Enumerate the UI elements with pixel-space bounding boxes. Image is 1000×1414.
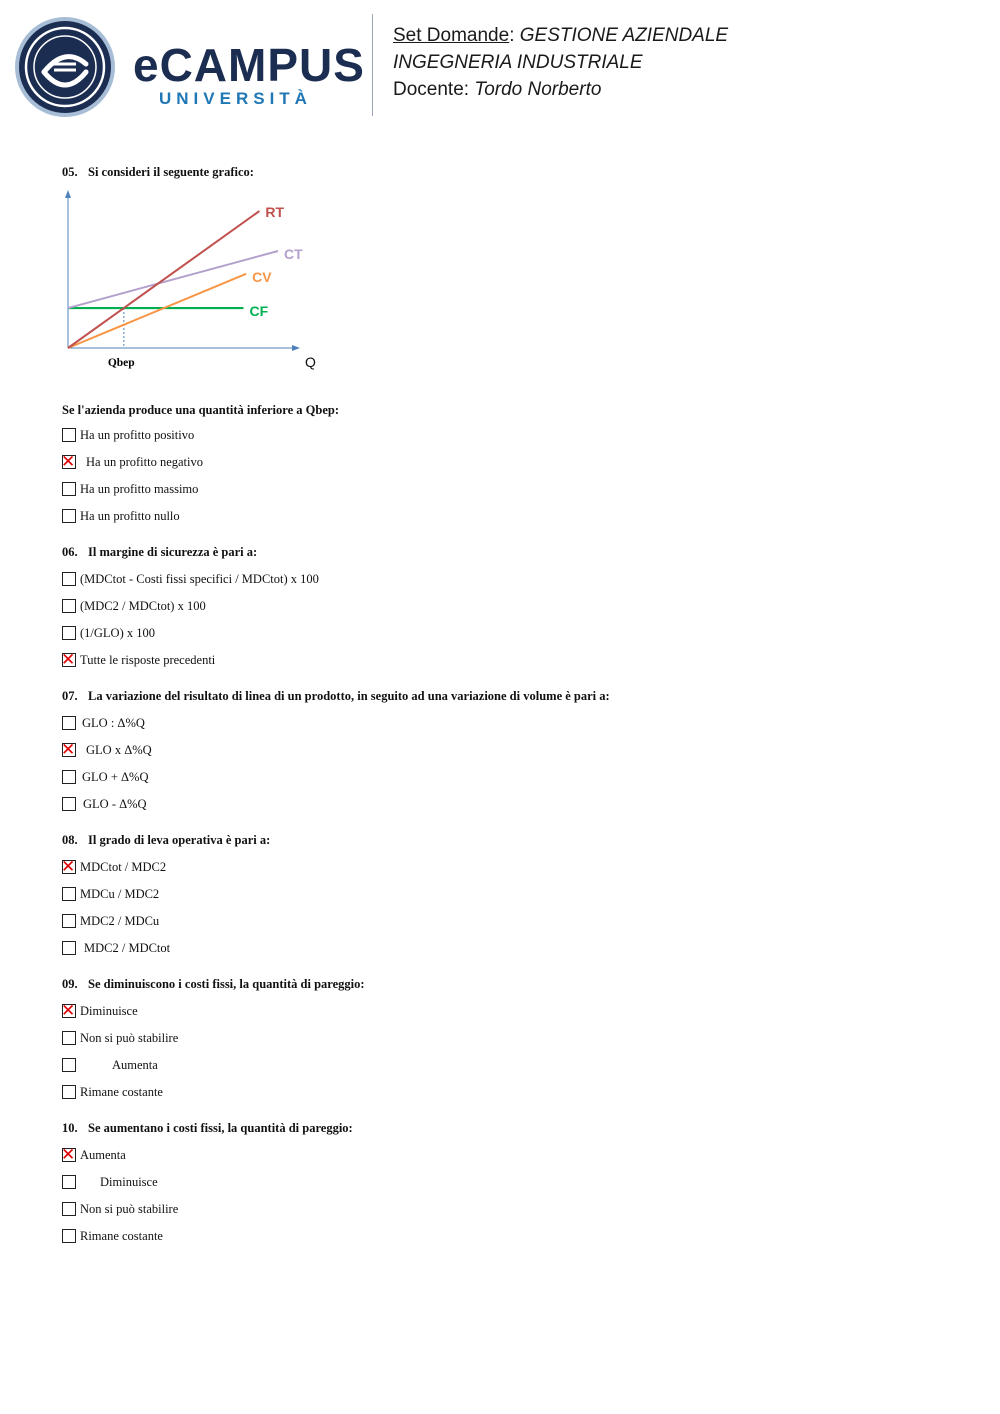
answer-option[interactable]: (MDC2 / MDCtot) x 100 — [62, 595, 962, 622]
answer-option[interactable]: Aumenta — [62, 1054, 962, 1081]
answer-option[interactable]: (MDCtot - Costi fissi specifici / MDCtot) x 100 — [62, 568, 962, 595]
answer-option-selected[interactable]: ✕ GLO x Δ%Q — [62, 739, 962, 766]
checkbox[interactable] — [62, 1004, 76, 1018]
university-seal-icon — [14, 16, 116, 118]
answer-option[interactable]: Ha un profitto positivo — [62, 424, 962, 451]
answer-option-selected[interactable]: ✕ Aumenta — [62, 1144, 962, 1171]
wordmark-sub: UNIVERSITÀ — [159, 89, 312, 108]
answer-option[interactable]: Ha un profitto nullo — [62, 505, 962, 532]
checkbox[interactable] — [62, 509, 76, 523]
answer-option[interactable]: (1/GLO) x 100 — [62, 622, 962, 649]
checkbox[interactable] — [62, 860, 76, 874]
series-line-ct — [68, 251, 278, 308]
checkbox[interactable] — [62, 887, 76, 901]
checkbox[interactable] — [62, 1058, 76, 1072]
checkbox[interactable] — [62, 599, 76, 613]
qbep-label: Qbep — [107, 357, 135, 369]
answer-option-selected[interactable]: ✕ Ha un profitto negativo — [62, 451, 962, 478]
document-header — [0, 0, 1000, 130]
teacher-label: Docente: — [393, 79, 470, 100]
answer-option[interactable]: GLO + Δ%Q — [62, 766, 962, 793]
checkbox[interactable] — [62, 1031, 76, 1045]
checkbox[interactable] — [62, 770, 76, 784]
question-10 — [62, 1120, 962, 1252]
breakeven-chart — [62, 190, 362, 380]
question-title: 10. Se aumentano i costi fissi, la quantità di pareggio: — [62, 1121, 353, 1135]
series-label-cf: CF — [249, 303, 269, 320]
x-axis-arrow — [292, 345, 300, 351]
question-list — [62, 164, 962, 1252]
question-06 — [62, 544, 962, 676]
checkbox[interactable] — [62, 914, 76, 928]
breakeven-chart-svg — [62, 190, 362, 380]
question-09 — [62, 976, 962, 1108]
teacher-name: Tordo Norberto — [474, 79, 602, 100]
answer-option[interactable]: Non si può stabilire — [62, 1198, 962, 1225]
header-line-1: Set Domande: GESTIONE AZIENDALE — [393, 25, 729, 46]
subject: GESTIONE AZIENDALE — [519, 25, 729, 46]
answer-option[interactable]: Ha un profitto massimo — [62, 478, 962, 505]
checkbox[interactable] — [62, 572, 76, 586]
answer-option[interactable]: GLO - Δ%Q — [62, 793, 962, 820]
checkbox[interactable] — [62, 482, 76, 496]
y-axis-arrow — [65, 190, 71, 198]
answer-option[interactable]: Rimane costante — [62, 1081, 962, 1108]
question-title: 05. Si consideri il seguente grafico: — [62, 165, 254, 179]
answer-option-selected[interactable]: ✕ MDCtot / MDC2 — [62, 856, 962, 883]
header-info — [393, 22, 728, 103]
answer-option[interactable]: MDC2 / MDCu — [62, 910, 962, 937]
answer-option[interactable]: Diminuisce — [62, 1171, 962, 1198]
checkbox[interactable] — [62, 1085, 76, 1099]
wordmark-main: eCAMPUS — [133, 39, 365, 91]
answer-option[interactable]: GLO : Δ%Q — [62, 712, 962, 739]
x-axis-label: Q — [305, 354, 316, 370]
checkbox[interactable] — [62, 428, 76, 442]
series-label-rt: RT — [265, 204, 285, 221]
question-05 — [62, 164, 962, 532]
series-label-ct: CT — [284, 245, 303, 262]
answer-option[interactable]: MDCu / MDC2 — [62, 883, 962, 910]
set-label: Set Domande — [393, 25, 510, 46]
answer-option-selected[interactable]: ✕ Tutte le risposte precedenti — [62, 649, 962, 676]
checkbox[interactable] — [62, 716, 76, 730]
ecampus-wordmark — [133, 39, 365, 112]
header-divider — [372, 14, 373, 116]
question-title: 06. Il margine di sicurezza è pari a: — [62, 545, 258, 559]
checkbox[interactable] — [62, 797, 76, 811]
question-title: 09. Se diminuiscono i costi fissi, la quantità di pareggio: — [62, 977, 365, 991]
checkbox[interactable] — [62, 1202, 76, 1216]
checkbox[interactable] — [62, 653, 76, 667]
answer-option[interactable]: Non si può stabilire — [62, 1027, 962, 1054]
question-title: 08. Il grado di leva operativa è pari a: — [62, 833, 271, 847]
checkbox[interactable] — [62, 1229, 76, 1243]
question-07 — [62, 688, 962, 820]
answer-option[interactable]: Rimane costante — [62, 1225, 962, 1252]
checkbox[interactable] — [62, 626, 76, 640]
checkbox[interactable] — [62, 743, 76, 757]
checkbox[interactable] — [62, 941, 76, 955]
checkbox[interactable] — [62, 1148, 76, 1162]
header-line-3 — [393, 76, 728, 103]
course-name: INGEGNERIA INDUSTRIALE — [393, 52, 643, 73]
question-followup: Se l'azienda produce una quantità inferiore a Qbep: — [62, 403, 339, 417]
answer-option-selected[interactable]: ✕ Diminuisce — [62, 1000, 962, 1027]
checkbox[interactable] — [62, 455, 76, 469]
question-title: 07. La variazione del risultato di linea di un prodotto, in seguito ad una variazione di volume è pari a: — [62, 689, 610, 703]
question-08 — [62, 832, 962, 964]
checkbox[interactable] — [62, 1175, 76, 1189]
series-label-cv: CV — [252, 268, 272, 285]
answer-option[interactable]: MDC2 / MDCtot — [62, 937, 962, 964]
